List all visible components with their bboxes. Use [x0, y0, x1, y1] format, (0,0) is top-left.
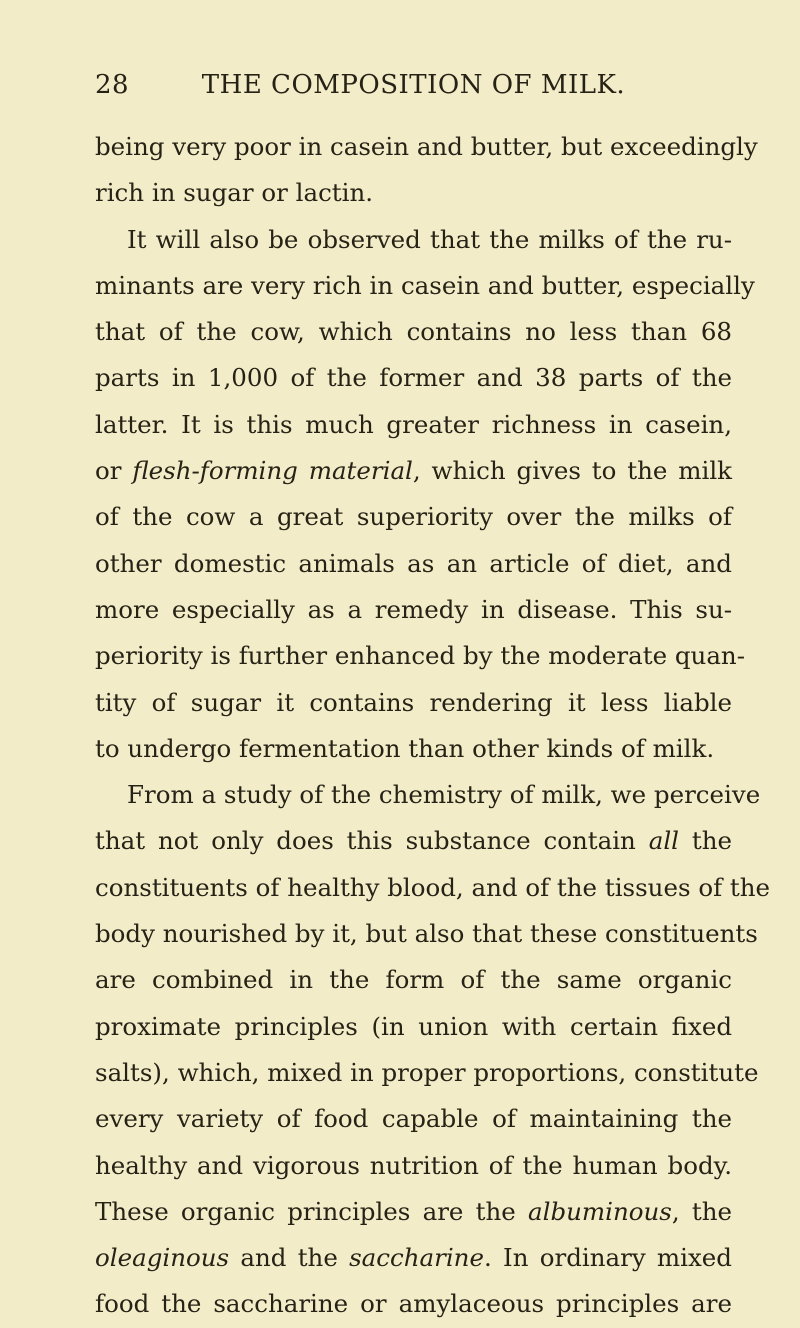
text-line: food the saccharine or amylaceous principles are	[95, 1289, 732, 1319]
text-line: being very poor in casein and butter, but exceedingly	[95, 132, 758, 161]
text-line: It will also be observed that the milks of the ru-	[127, 224, 732, 254]
text-line: that of the cow, which contains no less than 68	[95, 317, 732, 347]
italic-word: saccharine	[349, 1243, 484, 1273]
text-line: other domestic animals as an article of diet, and	[95, 548, 732, 578]
text-line: body nourished by it, but also that these constituents	[95, 919, 758, 949]
text-line: to undergo fermentation than other kinds of milk.	[95, 733, 715, 763]
italic-word: all	[648, 826, 679, 856]
italic-word: oleaginous	[95, 1243, 230, 1273]
text-segment: or	[95, 456, 133, 486]
text-line	[95, 1189, 732, 1235]
text-line: From a study of the chemistry of milk, we perceive	[127, 780, 761, 810]
italic-word: albuminous	[528, 1196, 672, 1226]
text-line	[95, 1235, 732, 1281]
text-line: parts in 1,000 of the former and 38 parts of the	[95, 363, 732, 393]
text-line	[95, 448, 732, 494]
text-line: constituents of healthy blood, and of the tissues of the	[95, 872, 771, 902]
text-segment: , the	[671, 1196, 732, 1226]
text-segment: that not only does this substance contain	[95, 826, 649, 856]
text-line: every variety of food capable of maintaining the	[95, 1104, 732, 1134]
text-line: proximate principles (in union with certain fixed	[95, 1011, 732, 1041]
page-title: THE COMPOSITION OF MILK.	[201, 70, 626, 100]
text-line: are combined in the form of the same organic	[95, 965, 732, 995]
running-header	[95, 70, 732, 110]
text-line: more especially as a remedy in disease. This su-	[95, 594, 732, 624]
text-segment: . In ordinary mixed	[483, 1243, 732, 1273]
body-text	[95, 124, 771, 1328]
text-segment: These organic principles are the	[95, 1196, 528, 1226]
text-line: rich in sugar or lactin.	[95, 178, 374, 208]
page-number: 28	[95, 70, 130, 100]
text-line: healthy and vigorous nutrition of the human body.	[95, 1150, 732, 1180]
text-line: minants are very rich in casein and butter, especially	[95, 270, 755, 300]
text-line: tity of sugar it contains rendering it less liable	[95, 687, 732, 717]
italic-phrase: flesh-forming material	[132, 456, 413, 486]
text-line: periority is further enhanced by the moderate quan-	[95, 641, 745, 671]
text-line: salts), which, mixed in proper proportions, constitute	[95, 1057, 759, 1087]
text-segment: and the	[229, 1243, 350, 1273]
text-line: of the cow a great superiority over the milks of	[95, 502, 732, 532]
text-line	[95, 818, 732, 864]
text-segment: , which gives to the milk	[412, 456, 732, 486]
text-segment: the	[679, 826, 732, 856]
text-line: latter. It is this much greater richness in casein,	[95, 409, 732, 439]
